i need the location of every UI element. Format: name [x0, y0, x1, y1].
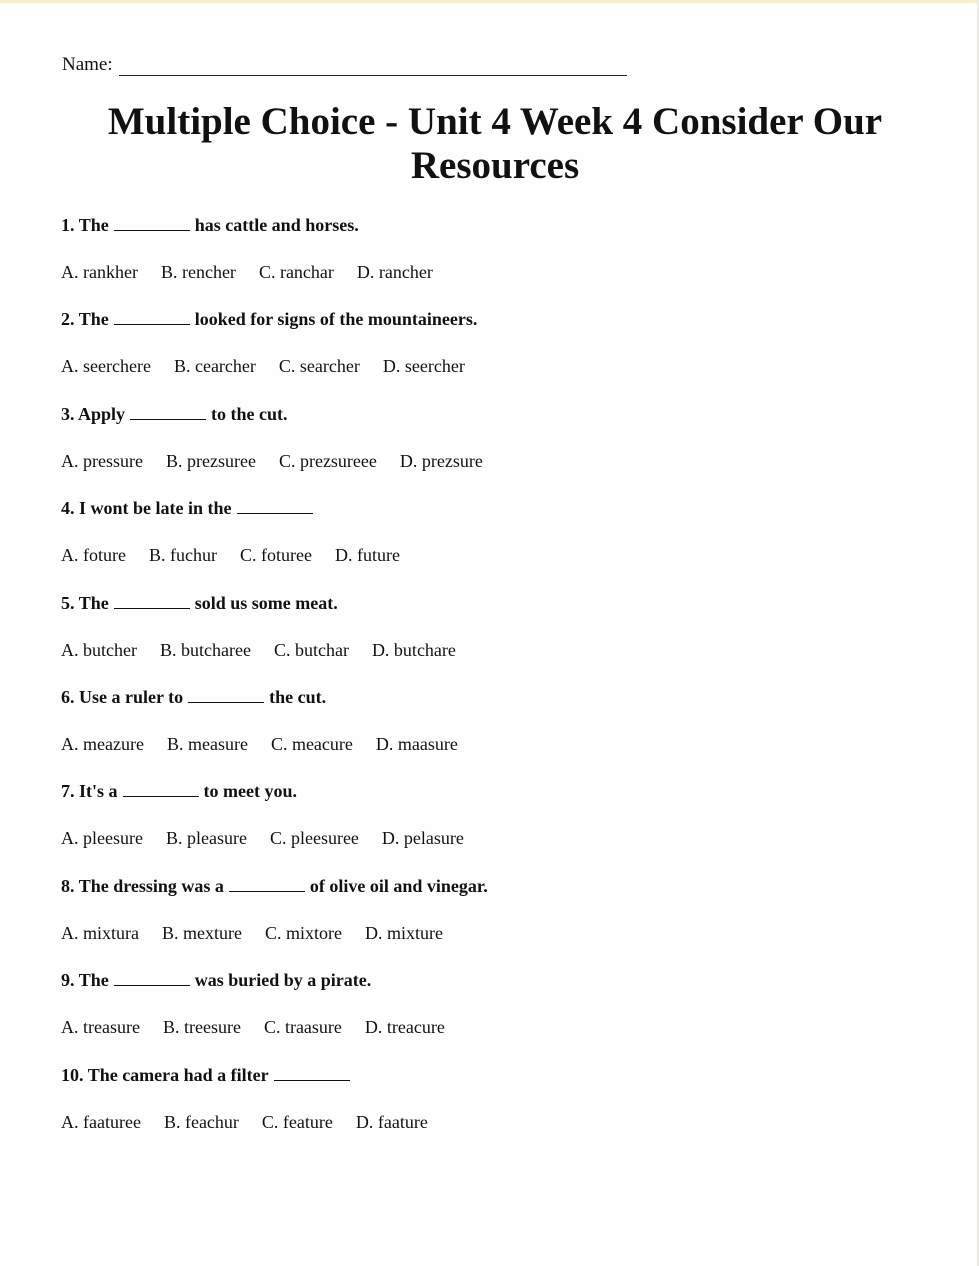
- options-row-8: [61, 923, 443, 944]
- question-number: 9.: [61, 970, 79, 990]
- question-text-before: The: [78, 309, 109, 329]
- question-9: [61, 970, 371, 991]
- answer-blank[interactable]: [114, 971, 190, 986]
- option-b[interactable]: B. cearcher: [173, 356, 256, 376]
- options-row-5: [61, 640, 456, 661]
- question-text-before: The: [78, 970, 109, 990]
- option-a[interactable]: A. pleesure: [61, 828, 143, 848]
- option-c[interactable]: C. butchar: [273, 640, 349, 660]
- question-5: [61, 593, 338, 614]
- options-row-3: [61, 451, 483, 472]
- option-c[interactable]: C. meacure: [270, 734, 353, 754]
- answer-blank[interactable]: [130, 405, 206, 420]
- options-row-7: [61, 828, 464, 849]
- question-number: 8.: [61, 876, 79, 896]
- question-text-before: I wont be late in the: [79, 498, 232, 518]
- question-7: [61, 781, 297, 802]
- options-row-6: [61, 734, 458, 755]
- question-number: 4.: [61, 498, 79, 518]
- name-blank-line[interactable]: [119, 55, 627, 76]
- option-b[interactable]: B. butcharee: [159, 640, 251, 660]
- question-number: 5.: [61, 593, 79, 613]
- option-d[interactable]: D. treacure: [364, 1017, 445, 1037]
- question-text-before: Apply: [78, 404, 126, 424]
- option-d[interactable]: D. future: [334, 545, 400, 565]
- options-row-9: [61, 1017, 445, 1038]
- option-a[interactable]: A. meazure: [61, 734, 144, 754]
- options-row-2: [61, 356, 465, 377]
- option-c[interactable]: C. mixtore: [264, 923, 342, 943]
- options-row-1: [61, 262, 433, 283]
- answer-blank[interactable]: [123, 782, 199, 797]
- question-text-after: sold us some meat.: [194, 593, 338, 613]
- answer-blank[interactable]: [237, 499, 313, 514]
- name-row: [62, 54, 627, 76]
- question-4: [61, 498, 318, 519]
- option-d[interactable]: D. butchare: [371, 640, 456, 660]
- option-a[interactable]: A. butcher: [61, 640, 137, 660]
- question-text-after: to meet you.: [203, 781, 297, 801]
- option-a[interactable]: A. pressure: [61, 451, 143, 471]
- question-text-after: of olive oil and vinegar.: [309, 876, 488, 896]
- option-a[interactable]: A. treasure: [61, 1017, 140, 1037]
- option-d[interactable]: D. maasure: [375, 734, 458, 754]
- question-text-after: was buried by a pirate.: [194, 970, 372, 990]
- page-title: Multiple Choice - Unit 4 Week 4 Consider Our Resources: [107, 100, 883, 187]
- question-1: [61, 215, 359, 236]
- question-10: [61, 1065, 355, 1086]
- option-a[interactable]: A. faaturee: [61, 1112, 141, 1132]
- question-text-after: the cut.: [269, 687, 327, 707]
- question-text-before: It's a: [79, 781, 118, 801]
- option-b[interactable]: B. mexture: [162, 923, 242, 943]
- question-text-after: to the cut.: [211, 404, 288, 424]
- option-d[interactable]: D. faature: [355, 1112, 428, 1132]
- question-number: 1.: [61, 215, 79, 235]
- option-b[interactable]: B. treesure: [162, 1017, 241, 1037]
- answer-blank[interactable]: [229, 877, 305, 892]
- option-d[interactable]: D. prezsure: [399, 451, 483, 471]
- option-a[interactable]: A. foture: [61, 545, 126, 565]
- question-number: 10.: [61, 1065, 88, 1085]
- question-2: [61, 309, 477, 330]
- option-d[interactable]: D. pelasure: [381, 828, 464, 848]
- option-c[interactable]: C. prezsureee: [278, 451, 377, 471]
- name-label: Name:: [62, 54, 113, 75]
- option-a[interactable]: A. rankher: [61, 262, 138, 282]
- question-text-before: The: [78, 215, 109, 235]
- option-d[interactable]: D. seercher: [382, 356, 465, 376]
- option-d[interactable]: D. mixture: [364, 923, 443, 943]
- option-c[interactable]: C. traasure: [263, 1017, 342, 1037]
- option-a[interactable]: A. seerchere: [61, 356, 151, 376]
- answer-blank[interactable]: [114, 594, 190, 609]
- question-number: 2.: [61, 309, 79, 329]
- option-c[interactable]: C. foturee: [239, 545, 312, 565]
- option-b[interactable]: B. fuchur: [148, 545, 217, 565]
- answer-blank[interactable]: [114, 216, 190, 231]
- options-row-10: [61, 1112, 428, 1133]
- question-text-after: looked for signs of the mountaineers.: [194, 309, 478, 329]
- options-row-4: [61, 545, 400, 566]
- question-3: [61, 404, 288, 425]
- option-a[interactable]: A. mixtura: [61, 923, 139, 943]
- answer-blank[interactable]: [274, 1066, 350, 1081]
- question-number: 7.: [61, 781, 79, 801]
- option-b[interactable]: B. feachur: [163, 1112, 239, 1132]
- question-text-before: The camera had a filter: [87, 1065, 269, 1085]
- scan-edge-top: [0, 0, 979, 3]
- option-b[interactable]: B. measure: [166, 734, 248, 754]
- option-c[interactable]: C. pleesuree: [269, 828, 359, 848]
- question-6: [61, 687, 326, 708]
- question-number: 3.: [61, 404, 79, 424]
- option-b[interactable]: B. pleasure: [165, 828, 247, 848]
- option-c[interactable]: C. searcher: [278, 356, 360, 376]
- option-b[interactable]: B. prezsuree: [165, 451, 256, 471]
- question-text-before: The: [78, 593, 109, 613]
- option-c[interactable]: C. ranchar: [258, 262, 334, 282]
- question-text-before: Use a ruler to: [79, 687, 184, 707]
- question-text-after: has cattle and horses.: [194, 215, 359, 235]
- question-8: [61, 876, 488, 897]
- option-b[interactable]: B. rencher: [160, 262, 236, 282]
- answer-blank[interactable]: [114, 310, 190, 325]
- answer-blank[interactable]: [188, 688, 264, 703]
- option-d[interactable]: D. rancher: [356, 262, 433, 282]
- option-c[interactable]: C. feature: [261, 1112, 333, 1132]
- question-number: 6.: [61, 687, 79, 707]
- question-text-before: The dressing was a: [78, 876, 224, 896]
